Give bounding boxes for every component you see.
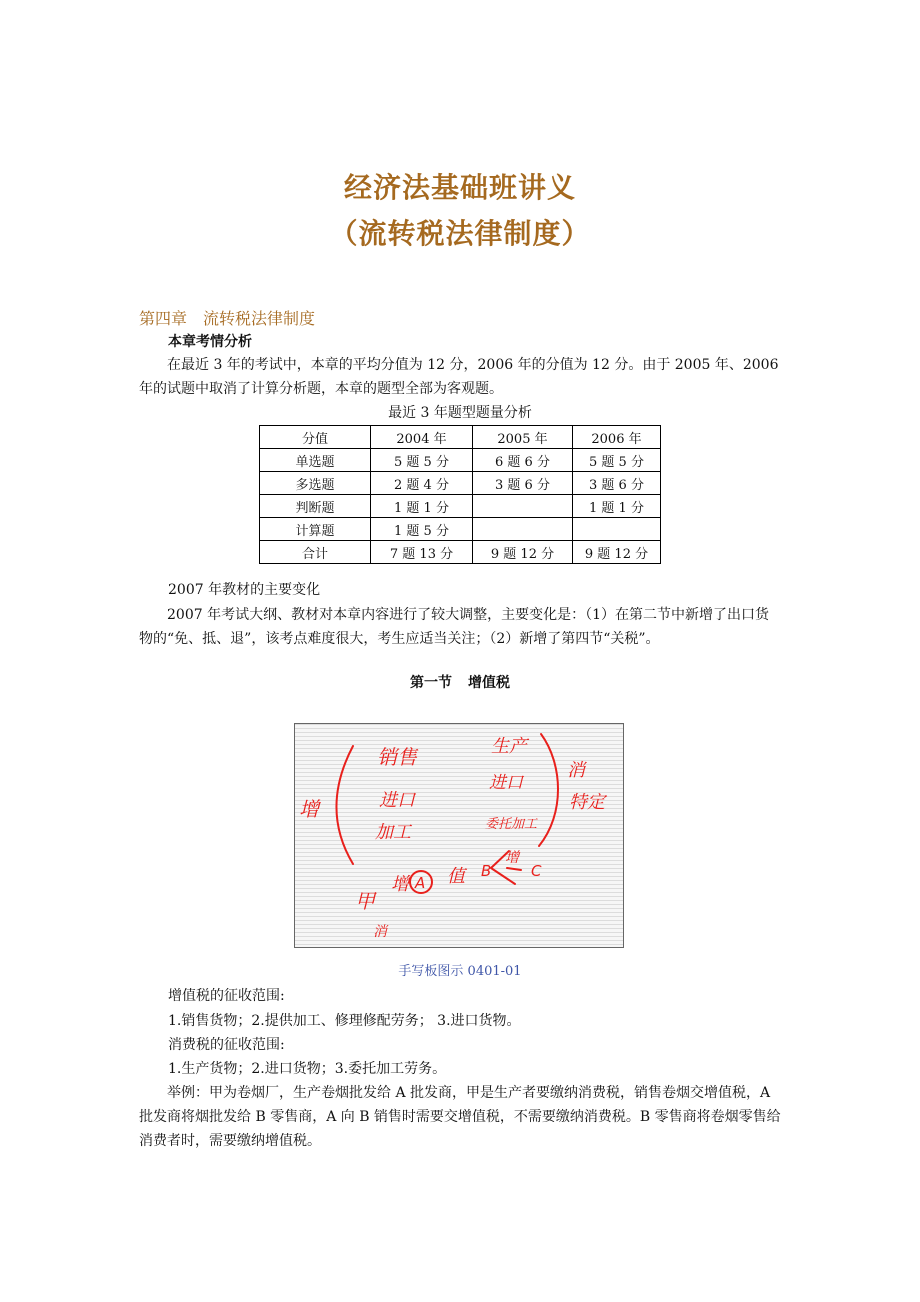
table-cell: 6 题 6 分 bbox=[473, 449, 573, 472]
table-cell bbox=[473, 495, 573, 518]
score-table bbox=[259, 425, 661, 564]
section-name: 增值税 bbox=[468, 675, 510, 691]
vat-scope-heading: 增值税的征收范围: bbox=[168, 988, 285, 1004]
document-subtitle: （流转税法律制度） bbox=[329, 217, 591, 250]
consumption-scope-heading: 消费税的征收范围: bbox=[168, 1037, 285, 1053]
table-header-row bbox=[260, 426, 661, 449]
note-import: 进口 bbox=[379, 790, 415, 811]
analysis-paragraph: 在最近 3 年的考试中，本章的平均分值为 12 分，2006 年的分值为 12 分。由于 2005 年、2006 年的试题中取消了计算分析题，本章的题型全部为客观题。 bbox=[139, 357, 779, 397]
table-cell: 计算题 bbox=[260, 518, 371, 541]
note-production: 生产 bbox=[491, 736, 527, 757]
table-cell: 1 题 1 分 bbox=[371, 495, 473, 518]
note-c: C bbox=[531, 862, 542, 880]
table-cell bbox=[573, 518, 661, 541]
handwriting-ink bbox=[295, 724, 624, 948]
chapter-number: 第四章 bbox=[139, 309, 188, 328]
note-zeng-flow: 增 bbox=[391, 874, 409, 895]
board-caption: 手写板图示 0401-01 bbox=[398, 964, 522, 979]
left-brace-stroke bbox=[336, 746, 353, 864]
table-header-cell: 2004 年 bbox=[371, 426, 473, 449]
note-sales: 销售 bbox=[377, 745, 417, 769]
note-a: A bbox=[415, 874, 426, 892]
table-cell: 7 题 13 分 bbox=[371, 541, 473, 564]
section-number: 第一节 bbox=[410, 675, 452, 691]
table-row bbox=[260, 449, 661, 472]
table-cell bbox=[473, 518, 573, 541]
note-b: B bbox=[481, 862, 492, 880]
note-zhi: 值 bbox=[447, 866, 465, 887]
table-header-cell: 2005 年 bbox=[473, 426, 573, 449]
table-header-cell: 2006 年 bbox=[573, 426, 661, 449]
note-jia: 甲 bbox=[355, 889, 375, 913]
table-cell: 3 题 6 分 bbox=[473, 472, 573, 495]
table-cell: 5 题 5 分 bbox=[371, 449, 473, 472]
note-zeng-top: 增 bbox=[505, 850, 519, 866]
table-cell: 3 题 6 分 bbox=[573, 472, 661, 495]
table-cell: 2 题 4 分 bbox=[371, 472, 473, 495]
table-cell: 多选题 bbox=[260, 472, 371, 495]
table-header-cell: 分值 bbox=[260, 426, 371, 449]
note-specific: 特定 bbox=[569, 792, 605, 813]
note-processing: 加工 bbox=[375, 822, 411, 843]
table-cell: 1 题 1 分 bbox=[573, 495, 661, 518]
table-cell: 判断题 bbox=[260, 495, 371, 518]
note-import-right: 进口 bbox=[489, 773, 523, 793]
note-zeng-left: 增 bbox=[299, 797, 319, 821]
table-cell: 1 题 5 分 bbox=[371, 518, 473, 541]
analysis-heading: 本章考情分析 bbox=[168, 334, 252, 350]
table-row bbox=[260, 472, 661, 495]
note-entrusted-processing: 委托加工 bbox=[485, 817, 538, 832]
changes-paragraph: 2007 年考试大纲、教材对本章内容进行了较大调整，主要变化是：（1）在第二节中新增了出口货物的“免、抵、退”，该考点难度很大，考生应适当关注；（2）新增了第四节“关税”。 bbox=[139, 607, 769, 647]
table-row bbox=[260, 541, 661, 564]
consumption-scope-items: 1.生产货物；2.进口货物；3.委托加工劳务。 bbox=[168, 1061, 447, 1077]
chapter-name: 流转税法律制度 bbox=[203, 309, 316, 328]
note-consumption-small: 消 bbox=[373, 924, 387, 940]
section-heading bbox=[0, 672, 920, 692]
document-title: 经济法基础班讲义 bbox=[343, 171, 576, 204]
table-cell: 合计 bbox=[260, 541, 371, 564]
arrow-tail-stroke bbox=[507, 868, 521, 870]
example-paragraph: 举例：甲为卷烟厂，生产卷烟批发给 A 批发商，甲是生产者要缴纳消费税，销售卷烟交增值税，A 批发商将烟批发给 B 零售商，A 向 B 销售时需要交增值税，不需要缴纳消费税。B 零售商将卷烟零售给消费者时，需要缴纳增值税。 bbox=[139, 1085, 781, 1149]
table-cell: 单选题 bbox=[260, 449, 371, 472]
handwriting-board bbox=[294, 723, 624, 948]
table-caption: 最近 3 年题型题量分析 bbox=[388, 405, 532, 421]
table-cell: 9 题 12 分 bbox=[473, 541, 573, 564]
chapter-heading bbox=[139, 306, 315, 329]
vat-scope-items: 1.销售货物；2.提供加工、修理修配劳务； 3.进口货物。 bbox=[168, 1013, 521, 1029]
table-row bbox=[260, 495, 661, 518]
changes-heading: 2007 年教材的主要变化 bbox=[168, 582, 321, 598]
table-row bbox=[260, 518, 661, 541]
note-consumption: 消 bbox=[567, 760, 585, 781]
table-cell: 5 题 5 分 bbox=[573, 449, 661, 472]
table-cell: 9 题 12 分 bbox=[573, 541, 661, 564]
right-brace-stroke bbox=[539, 734, 558, 846]
